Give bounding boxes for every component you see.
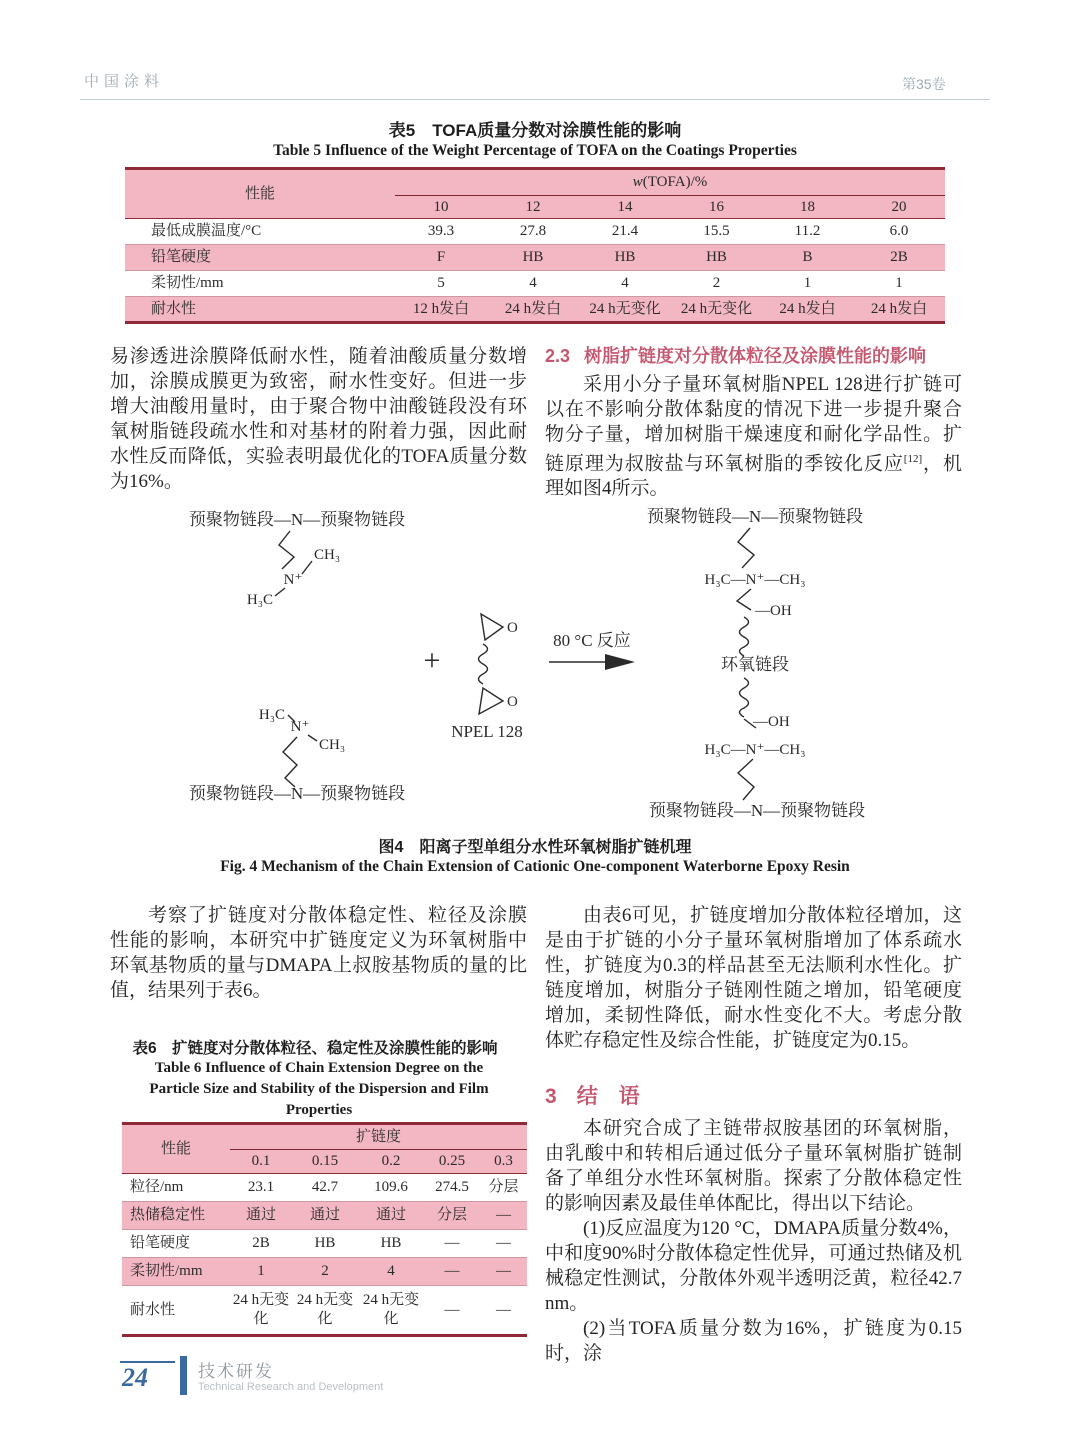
- prepolymer-chain-label: 预聚物链段—N—预聚物链段: [646, 507, 864, 526]
- table-row: [125, 271, 945, 297]
- paragraph-water-resistance: 易渗透进涂膜降低耐水性，随着油酸质量分数增加，涂膜成膜更为致密，耐水性变好。但进一步增大油酸用量时，由于聚合物中油酸链段没有环氧树脂链段疏水性和对基材的附着力强，因此耐水性反而降低，实验表明最优化的TOFA质量分数为16%。: [110, 346, 527, 492]
- ch3-label: CH₃: [319, 737, 346, 753]
- reaction-condition-label: 80 °C 反应: [553, 631, 631, 650]
- bond-zigzag: [738, 528, 754, 568]
- oh-label: —OH: [755, 603, 792, 619]
- table-cell: 6.0: [889, 223, 909, 240]
- prepolymer-chain-label: 预聚物链段—N—预聚物链段: [188, 510, 406, 529]
- table-cell: 27.8: [519, 223, 547, 240]
- table6-title-en: Table 6 Influence of Chain Extension Degree on the Particle Size and Stability of the Dispersion and Film Properties: [149, 1060, 489, 1118]
- table-cell: HB: [522, 249, 544, 266]
- section-2-3-heading: [545, 342, 965, 368]
- arrow-head: [605, 654, 635, 670]
- table-cell: 2: [712, 275, 721, 292]
- table-cell: 24 h无变化: [296, 1292, 354, 1327]
- table-cell: 2B: [252, 1235, 270, 1252]
- n-plus-label: N⁺: [290, 719, 310, 735]
- table-row: [125, 245, 945, 271]
- table5-title-zh: 表5 TOFA质量分数对涂膜性能的影响: [388, 121, 682, 140]
- table-row: [122, 1174, 527, 1202]
- figure4-reaction-scheme: [125, 498, 945, 833]
- table-cell: 12 h发白: [412, 300, 470, 317]
- section-title: 树脂扩链度对分散体粒径及涂膜性能的影响: [584, 346, 927, 366]
- table5-header-row: [125, 169, 945, 196]
- paragraph-table6-discussion: 由表6可见，扩链度增加分散体粒径增加，这是由于扩链的小分子量环氧树脂增加了体系疏水性，扩链度为0.3的样品甚至无法顺利水性化。扩链度增加，树脂分子链刚性随之增加，铅笔硬度增加，柔韧性降低，耐水性变化不大。考虑分散体贮存稳定性及综合性能，扩链度定为0.15。: [545, 905, 962, 1051]
- epoxy-segment-label: 环氧链段: [721, 655, 789, 674]
- table5-col: 12: [525, 198, 541, 215]
- table-cell: 通过: [245, 1207, 276, 1224]
- table-cell: —: [496, 1263, 511, 1280]
- table-row: [125, 219, 945, 245]
- table5-group-header: w(TOFA)/%: [395, 169, 945, 196]
- table-cell: —: [496, 1235, 511, 1252]
- table-row: [122, 1202, 527, 1230]
- footer-section-en: Technical Research and Development: [198, 1381, 384, 1393]
- table-cell: 1: [803, 275, 812, 292]
- wavy-bond: [479, 644, 488, 684]
- table-cell: 分层: [488, 1179, 519, 1196]
- table-cell: 42.7: [311, 1179, 339, 1196]
- table-cell: 通过: [375, 1207, 406, 1224]
- table-row: [125, 297, 945, 323]
- table-cell: 通过: [309, 1207, 340, 1224]
- oh-label: —OH: [753, 714, 790, 730]
- section-3-heading: [545, 1080, 640, 1110]
- paragraph-chain-extension-intro: 采用小分子量环氧树脂NPEL 128进行扩链可以在不影响分散体黏度的情况下进一步提升聚合物分子量，增加树脂干燥速度和耐化学品性。扩链原理为叔胺盐与环氧树脂的季铵化反应[12]，机理如图4所示。: [545, 374, 962, 500]
- section-number: 3: [545, 1085, 557, 1108]
- table5-col: 16: [709, 198, 724, 215]
- table-cell: —: [444, 1235, 460, 1252]
- table6-title-zh: 表6 扩链度对分散体粒径、稳定性及涂膜性能的影响: [132, 1040, 498, 1057]
- table-cell: 11.2: [794, 223, 821, 240]
- table-cell: 1: [257, 1263, 265, 1280]
- table6-header-row: [122, 1124, 527, 1150]
- table-cell: 2B: [890, 249, 908, 266]
- table-cell: 24 h发白: [870, 300, 928, 317]
- quaternary-amine-label: H₃C—N⁺—CH₃: [704, 572, 806, 588]
- bond-zigzag: [738, 759, 754, 800]
- table5-col: 18: [800, 198, 815, 215]
- table6-col: 0.15: [311, 1153, 339, 1170]
- page-number: 24: [122, 1363, 148, 1392]
- table5-property-header: 性能: [244, 185, 275, 202]
- row-label: 热储稳定性: [130, 1207, 206, 1224]
- row-label: 铅笔硬度: [130, 1235, 191, 1252]
- row-label: 柔韧性/mm: [130, 1263, 203, 1280]
- wavy-bond: [740, 678, 749, 717]
- row-label: 铅笔硬度: [151, 249, 212, 266]
- table-cell: 109.6: [374, 1179, 408, 1196]
- journal-name: 中国涂料: [84, 73, 165, 90]
- bond-zigzag: [737, 589, 751, 610]
- section-number: 2.3: [545, 346, 571, 366]
- figure4-caption-en: Fig. 4 Mechanism of the Chain Extension of Cationic One-component Waterborne Epoxy Resin: [220, 858, 850, 875]
- table-cell: 1: [895, 275, 903, 292]
- oxygen-label: O: [507, 620, 518, 636]
- figure4-caption-zh: 图4 阳离子型单组分水性环氧树脂扩链机理: [378, 839, 692, 856]
- table6-col: 0.1: [251, 1153, 271, 1170]
- row-label: 粒径/nm: [130, 1179, 184, 1196]
- table-cell: 24 h发白: [504, 300, 562, 317]
- citation-12: [12]: [903, 453, 923, 465]
- row-label: 耐水性: [151, 300, 197, 317]
- volume-label: 第35卷: [902, 76, 946, 92]
- table-cell: 24 h无变化: [589, 300, 661, 317]
- table5-col: 14: [617, 198, 633, 215]
- table-cell: 5: [437, 275, 445, 292]
- table6-col: 0.25: [438, 1153, 466, 1170]
- npel-128-label: NPEL 128: [451, 722, 523, 741]
- table-cell: 24 h无变化: [680, 300, 753, 317]
- table6-col: 0.2: [381, 1153, 401, 1170]
- table5: [125, 167, 945, 324]
- table-cell: 4: [621, 275, 629, 292]
- table-cell: F: [436, 249, 446, 266]
- row-label: 耐水性: [130, 1301, 176, 1318]
- plus-sign: +: [423, 644, 441, 677]
- table-cell: B: [802, 249, 813, 266]
- table5-title-en: Table 5 Influence of the Weight Percentage of TOFA on the Coatings Properties: [273, 142, 797, 159]
- quaternary-amine-label: H₃C—N⁺—CH₃: [704, 742, 806, 758]
- table-cell: 15.5: [703, 223, 730, 240]
- bond-zigzag: [279, 531, 294, 569]
- table-cell: 分层: [436, 1207, 467, 1224]
- table6: [122, 1122, 527, 1337]
- footer-bar: [180, 1356, 187, 1395]
- table-cell: 274.5: [435, 1179, 469, 1196]
- table-cell: 4: [529, 275, 537, 292]
- conclusion-intro: 本研究合成了主链带叔胺基团的环氧树脂，由乳酸中和转相后通过低分子量环氧树脂扩链制备了单组分水性环氧树脂。探索了分散体稳定性的影响因素及最佳单体配比，得出以下结论。: [545, 1118, 962, 1214]
- prepolymer-chain-label: 预聚物链段—N—预聚物链段: [648, 801, 866, 820]
- epoxide-ring: [479, 688, 503, 714]
- table-row: [122, 1286, 527, 1336]
- table-cell: HB: [614, 249, 636, 266]
- table-row: [122, 1258, 527, 1286]
- conclusion-item-1: (1)反应温度为120 °C，DMAPA质量分数4%，中和度90%时分散体稳定性优异，可通过热储及机械稳定性测试，分散体外观半透明泛黄，粒径42.7 nm。: [545, 1218, 962, 1314]
- conclusion-block: [545, 1116, 962, 1366]
- bond-zigzag: [283, 737, 297, 787]
- table-cell: HB: [314, 1235, 336, 1252]
- table-cell: HB: [380, 1235, 402, 1252]
- table-row: [122, 1230, 527, 1258]
- table6-property-header: 性能: [160, 1140, 191, 1157]
- table5-col: 10: [433, 198, 449, 215]
- table5-col: 20: [891, 198, 907, 215]
- table-cell: —: [496, 1301, 511, 1318]
- table-cell: —: [444, 1301, 460, 1318]
- footer-section-zh: 技术研发: [198, 1362, 274, 1381]
- conclusion-item-2: (2)当TOFA质量分数为16%，扩链度为0.15时，涂: [545, 1318, 962, 1364]
- epoxide-ring: [481, 614, 503, 640]
- row-label: 最低成膜温度/°C: [151, 223, 262, 240]
- table6-group-header: 扩链度: [230, 1124, 527, 1150]
- header-divider: [80, 99, 990, 100]
- wavy-bond: [740, 617, 749, 656]
- section-title: 结 语: [576, 1085, 640, 1108]
- table-cell: 24 h无变化: [362, 1292, 420, 1327]
- table-cell: 2: [321, 1263, 329, 1280]
- prepolymer-chain-label: 预聚物链段—N—预聚物链段: [188, 784, 406, 803]
- table-cell: 39.3: [427, 223, 455, 240]
- table-cell: —: [444, 1263, 460, 1280]
- n-plus-label: N⁺: [283, 572, 303, 588]
- h3c-label: H₃C: [258, 707, 285, 723]
- table-cell: 21.4: [611, 223, 639, 240]
- table-cell: 23.1: [247, 1179, 275, 1196]
- ch3-label: CH₃: [314, 547, 341, 563]
- row-label: 柔韧性/mm: [151, 275, 224, 292]
- oxygen-label: O: [507, 694, 518, 710]
- table-cell: 24 h无变化: [232, 1292, 290, 1327]
- h3c-label: H₃C: [246, 592, 273, 608]
- table-cell: —: [496, 1207, 511, 1224]
- paragraph-chain-extension-degree: 考察了扩链度对分散体稳定性、粒径及涂膜性能的影响，本研究中扩链度定义为环氧树脂中环氧基物质的量与DMAPA上叔胺基物质的量的比值，结果列于表6。: [110, 905, 527, 1001]
- table-cell: 24 h发白: [779, 300, 836, 317]
- table6-col: 0.3: [494, 1153, 513, 1170]
- table-cell: HB: [706, 249, 727, 266]
- table-cell: 4: [387, 1263, 395, 1280]
